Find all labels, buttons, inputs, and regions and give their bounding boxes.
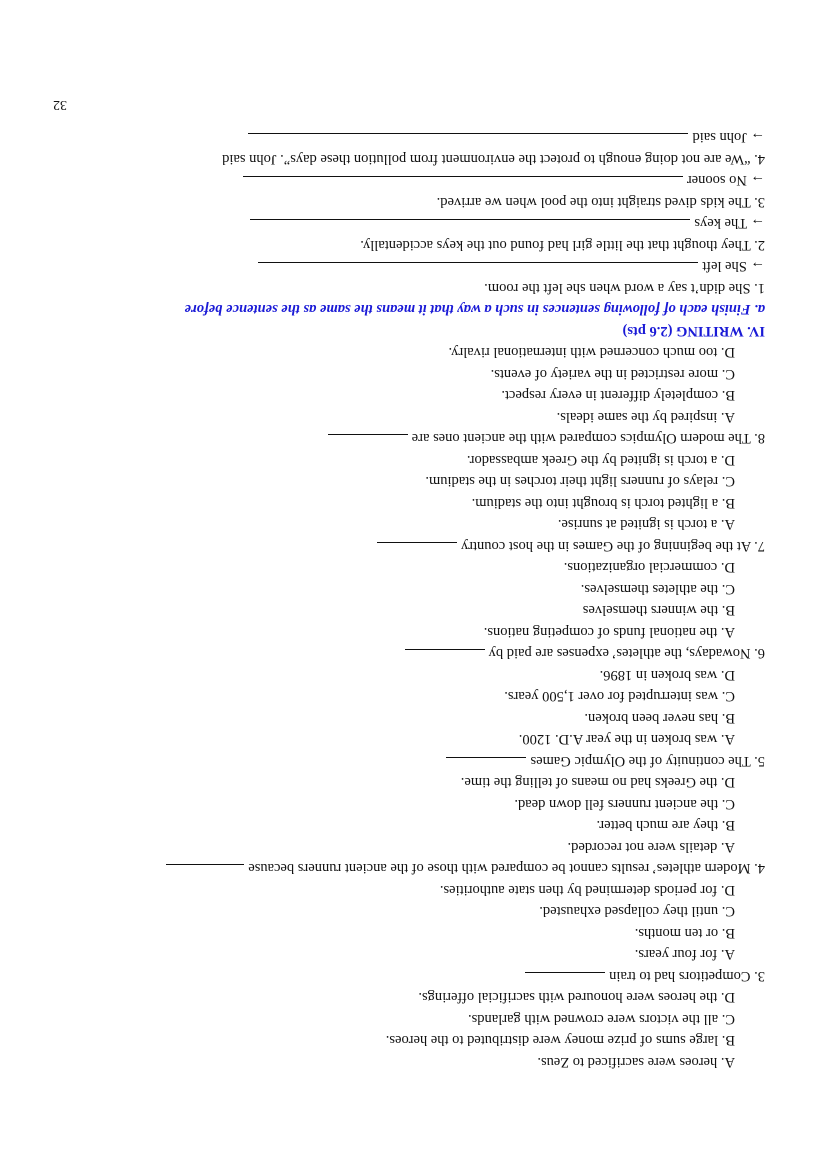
answer-blank[interactable] [166,865,244,878]
answer-blank[interactable] [377,542,457,555]
q4-option-d: D. the Greeks had no means of telling the time. [460,774,735,791]
q6-option-a: A. the national funds of competing nations. [483,624,735,640]
q2-option-b: B. large sums of prize money were distributed to the heroes. [385,1032,735,1049]
q4-option-b: B. they are much better. [596,817,735,834]
answer-line[interactable] [243,177,683,190]
answer-line[interactable] [250,220,690,233]
writing-item-2-answer [50,212,765,234]
writing-instruction: a. Finish each of following sentences in such a way that it means the same as the sentence before [184,301,765,318]
page-content [50,126,765,1072]
q5-stem: 5. The continuity of the Olympic Games [530,753,765,769]
question-5 [50,750,765,772]
question-4 [50,857,765,879]
q7-option-c: C. relays of runners light their torches in the stadium. [425,473,735,490]
answer-prompt: → No sooner [686,172,765,189]
writing-item-1-answer [50,255,765,277]
q7-stem: 7. At the beginning of the Games in the host country [460,538,765,554]
q3-option-b: B. or ten months. [634,925,735,941]
q5-option-d: D. was broken in 1896. [599,667,735,683]
page-number: 32 [53,97,67,112]
q8-option-b: B. completely different in every respect. [501,387,735,404]
question-6 [50,642,765,664]
q4-option-a: A. details were not recorded. [567,839,735,855]
answer-blank[interactable] [405,650,485,663]
q7-option-a: A. a torch is ignited at sunrise. [557,516,735,533]
question-3 [50,965,765,987]
q2-option-a: A. heroes were sacrificed to Zeus. [537,1054,735,1070]
writing-heading: IV. WRITING (2.6 pts) [622,323,765,339]
q8-option-d: D. too much concerned with international rivalry. [448,344,735,361]
q7-option-d: D. a torch is ignited by the Greek ambassador. [466,452,735,468]
q5-option-c: C. was interrupted for over 1,500 years. [504,688,735,705]
q4-option-c: C. the ancient runners fell down dead. [514,796,735,812]
q5-option-b: B. has never been broken. [584,710,735,726]
answer-blank[interactable] [525,972,605,985]
writing-item-3-sentence: 3. The kids dived straight into the pool when we arrived. [436,194,765,210]
answer-blank[interactable] [446,757,526,770]
q3-stem: 3. Competitors had to train [609,968,765,984]
writing-item-1-sentence: 1. She didn’t say a word when she left the room. [484,280,765,296]
answer-prompt: → She left [702,258,765,275]
question-8 [50,427,765,449]
writing-item-3-answer [50,169,765,191]
answer-line[interactable] [258,263,698,276]
q6-option-c: C. the athletes themselves. [580,581,735,597]
writing-item-4-answer [50,126,765,148]
q3-option-a: A. for four years. [634,946,735,963]
answer-prompt: → John said [692,129,765,146]
answer-prompt: → The keys [694,215,765,232]
writing-item-4-sentence: 4. “We are not doing enough to protect the environment from pollution these days”. John said [222,151,765,167]
q6-option-b: B. the winners themselves [582,602,735,619]
q6-stem: 6. Nowadays, the athletes’ expenses are paid by [488,645,765,662]
q3-option-c: C. until they collapsed exhausted. [539,903,735,920]
q3-option-d: D. for periods determined by then state authorities. [439,882,735,898]
question-7 [50,535,765,557]
q5-option-a: A. was broken in the year A.D. 1200. [518,731,735,748]
q7-option-b: B. a lighted torch is brought into the stadium. [471,495,735,511]
q6-option-d: D. commercial organizations. [563,559,735,576]
writing-item-2-sentence: 2. They thought that the little girl had found out the keys accidentally. [360,237,765,253]
q2-option-c: C. all the victors were crowned with garlands. [468,1011,735,1027]
answer-blank[interactable] [328,435,408,448]
q8-option-a: A. inspired by the same ideals. [556,409,735,425]
answer-line[interactable] [249,134,689,147]
q2-option-d: D. the heroes were honoured with sacrificial offerings. [418,989,735,1006]
q8-stem: 8. The modern Olympics compared with the ancient ones are [411,430,765,447]
q8-option-c: C. more restricted in the variety of events. [490,366,735,382]
q4-stem: 4. Modern athletes’ results cannot be compared with those of the ancient runners because [248,860,765,877]
